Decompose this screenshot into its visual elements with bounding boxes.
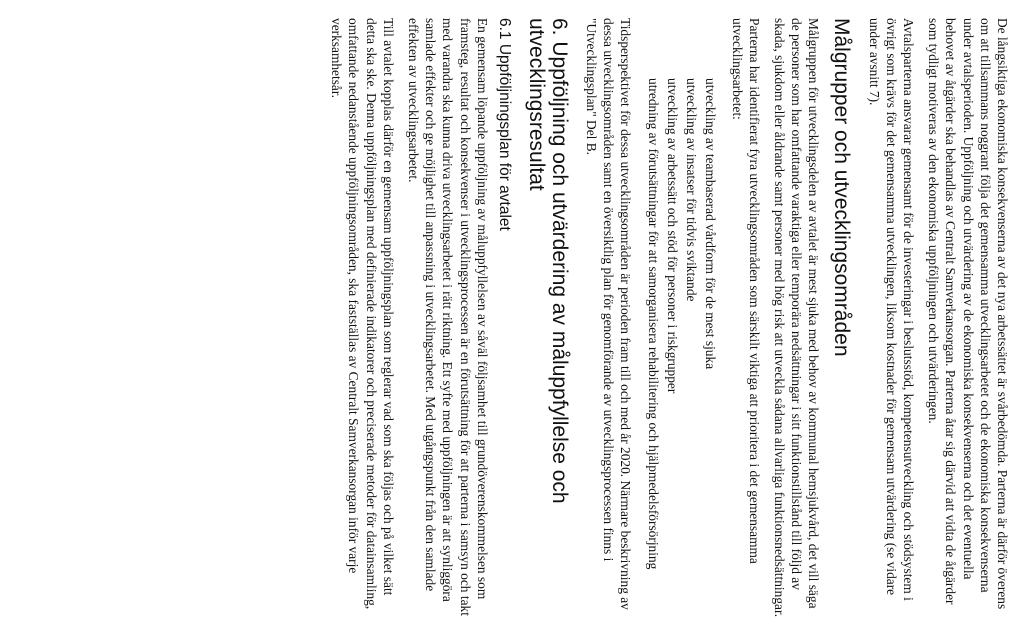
- paragraph-investments: Avtalsparterna ansvarar gemensamt för de investeringar i beslutsstöd, kompetensutveckling och stödsystem i övrigt som krävs för det gemensamma utvecklingen, liksom kostnader för gemensam utvärdering (se vidare under avsnitt 7).: [866, 18, 916, 601]
- list-item: utveckling av arbetssätt och stöd för personer i riskgrupper: [665, 78, 681, 394]
- list-item: utredning av förutsättningar för att samorganisera rehabilitering och hjälpmedelsförsörjning: [646, 78, 662, 570]
- heading-section-6: 6. Uppföljning och utvärdering av måluppfyllelse och utvecklingsresultat: [524, 18, 571, 504]
- heading-target-groups: Målgrupper och utvecklingsområden: [830, 18, 854, 357]
- list-item: utveckling av insatser för tidvis sviktande: [684, 78, 700, 302]
- paragraph-economic-consequences: De långsiktiga ekonomiska konsekvenserna av det nya arbetssättet är svårbedömda. Parterna är därför överens om att tillsammans noggrant följa det gemensamma utvecklingsarbetet och de ekonomiska konsekvenserna under avtalsperioden. Uppföljning och utvärdering av de ekonomiska konsekvenserna och det eventuella behovet av åtgärder ska behandlas av Centralt Samverkansorgan. Parterna åtar sig därvid att vidta de åtgärder som tydligt motiveras av den ekonomiska uppföljningen och utvärderingen.: [926, 18, 1010, 610]
- paragraph-time-perspective: Tidsperspektivet för dessa utvecklingsområden är perioden fram till och med år 2020. Närmare beskrivning av dessa utvecklingsområden samt en översiktlig plan för genomförande av utvecklingsprocessen finns i "Utvecklingsplan" Del B.: [583, 18, 634, 610]
- list-item: utveckling av teambaserad vårdform för de mest sjuka: [703, 78, 719, 370]
- paragraph-follow-up: En gemensam löpande uppföljning av måluppfyllelsen av såväl följsamhet till grundöverenskommelsen som framsteg, resultat och konsekvenser i utvecklingsprocessen är en förutsättning för att parterna i samsyn och takt med varandra ska kunna driva utvecklingsarbetet i rätt riktning. Ett syfte med uppföljningen är att synliggöra samlade effekter och ge möjlighet till anpassning i utvecklingsarbetet. Med utgångspunkt från den samlade effekten av utvecklingsarbetet.: [405, 18, 490, 616]
- heading-section-6-1: 6.1 Uppföljningsplan för avtalet: [495, 18, 513, 231]
- paragraph-target-group: Målgruppen för utvecklingsdelen av avtalet är mest sjuka med behov av kommunal hemsjukvård, det vill säga de personer som har omfattande varaktiga eller temporära nedsättningar i sitt funktionstillstånd till följd av skada, sjukdom eller åldrande samt personer med hög risk att utveckla sådana allvarliga funktionsnedsättningar.: [771, 18, 822, 618]
- paragraph-focus-intro: Parterna har identifierat fyra utvecklingsområden som särskilt viktiga att prioritera i det gemensamma utvecklingsarbetet:: [729, 18, 762, 564]
- paragraph-follow-up-plan: Till avtalet kopplas därför en gemensam uppföljningsplan som reglerar vad som ska följas och på vilket sätt detta ska ske. Denna uppföljningsplan med definierade indikatorer och preciserade metoder för datainsamling, omfattande nedanstående uppföljningsområden, ska fastställas av Centralt Samverkansorgan inför varje verksamhetsår.: [329, 18, 396, 610]
- focus-area-list: [644, 18, 720, 623]
